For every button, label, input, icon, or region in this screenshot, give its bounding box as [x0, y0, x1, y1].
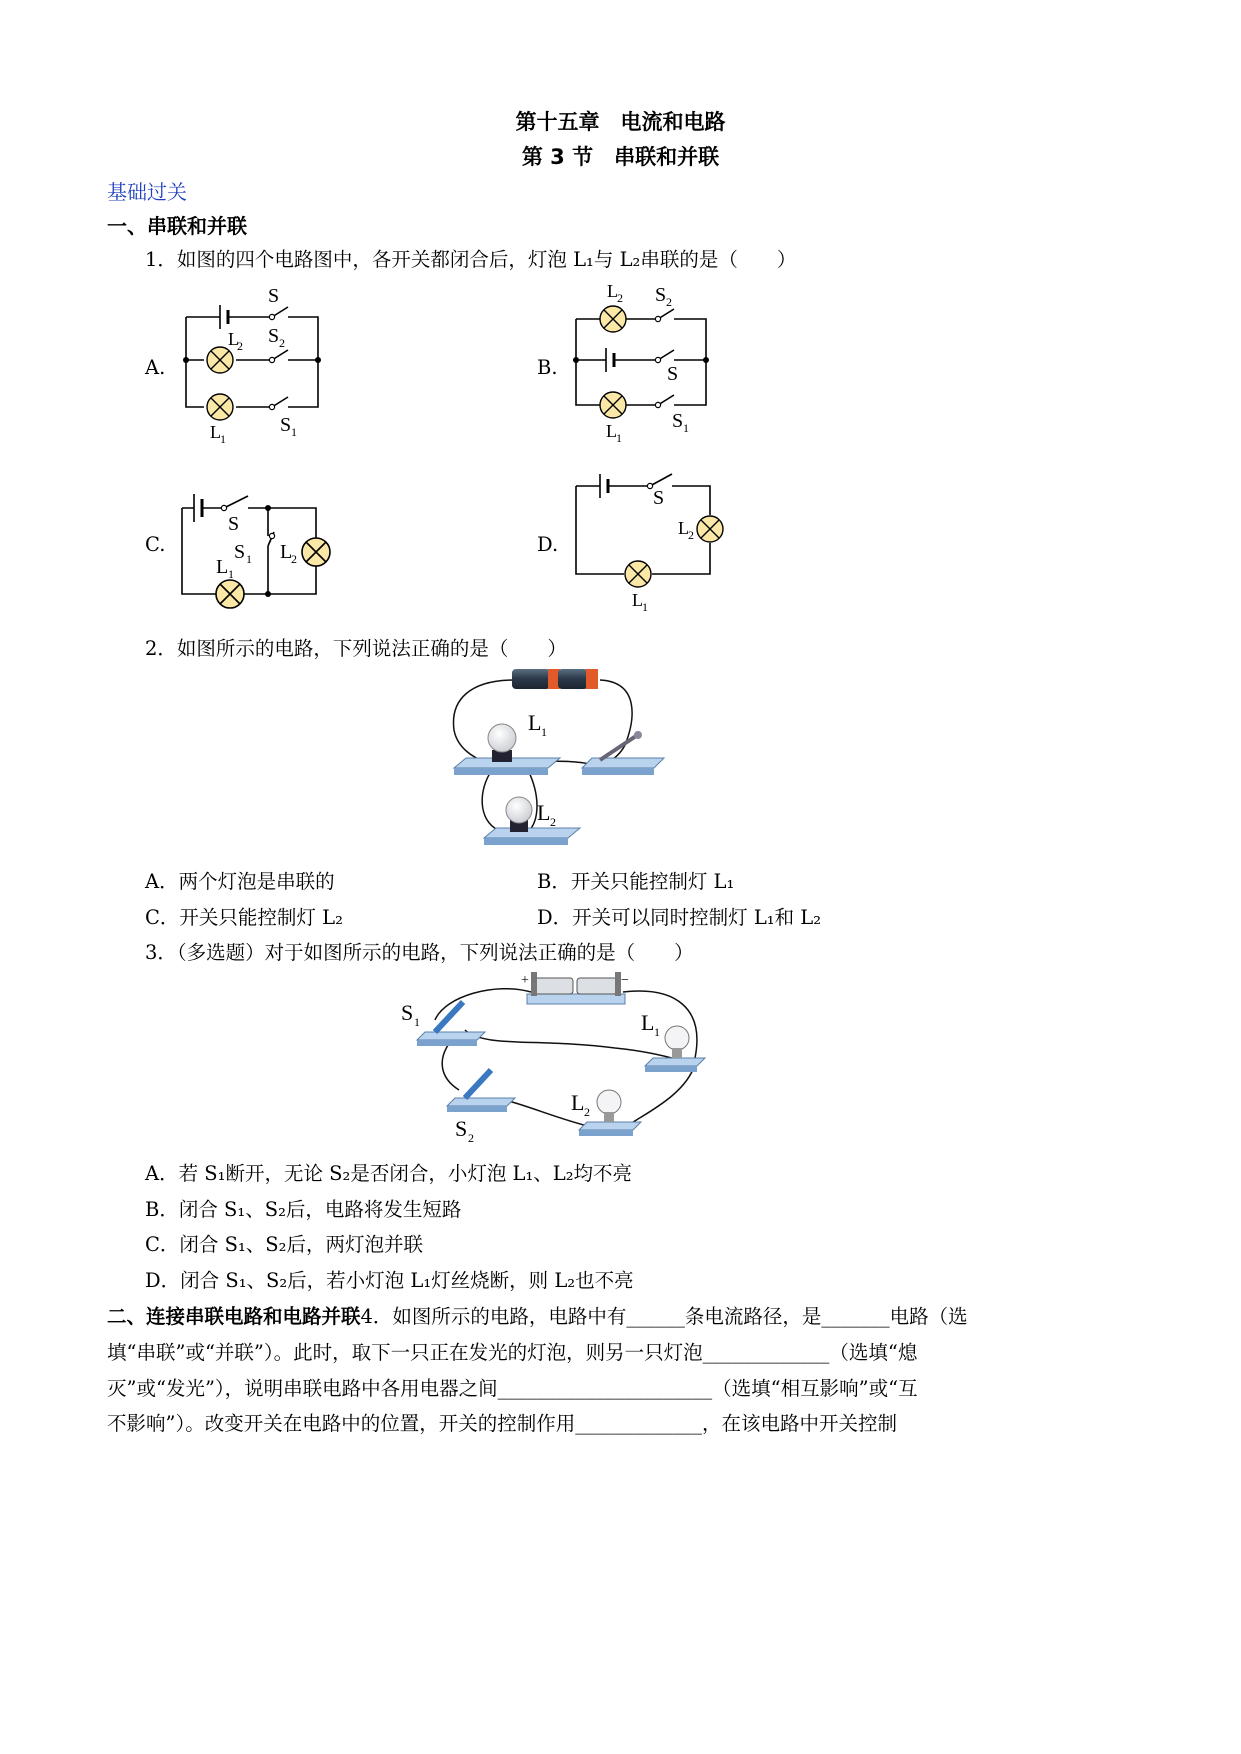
- q4-line4: 不影响”）。改变开关在电路中的位置，开关的控制作用_____________，在该电路中开关控制: [107, 1412, 897, 1435]
- svg-text:2: 2: [291, 552, 297, 566]
- svg-text:1: 1: [414, 1015, 420, 1029]
- q1-stem: 1．如图的四个电路图中，各开关都闭合后，灯泡 L₁与 L₂串联的是（ ）: [145, 248, 797, 271]
- svg-text:L: L: [280, 541, 293, 563]
- svg-text:S: S: [401, 1000, 414, 1025]
- svg-text:S: S: [234, 541, 246, 563]
- svg-text:L: L: [607, 282, 618, 301]
- q2-option-a: A．两个灯泡是串联的: [145, 870, 335, 893]
- q4-line3: 灭”或“发光”），说明串联电路中各用电器之间______________________（选填“相互影响”或“互: [107, 1377, 918, 1400]
- q1-option-c-letter: C.: [145, 533, 166, 556]
- svg-text:+: +: [521, 973, 529, 988]
- q2-physical-circuit-figure: [440, 660, 670, 860]
- q4-line2: 填“串联”或“并联”）。此时，取下一只正在发光的灯泡，则另一只灯泡_____________（选填“熄: [107, 1341, 918, 1364]
- label-s1: S: [280, 414, 292, 436]
- svg-text:S: S: [455, 1116, 468, 1141]
- circuit-diagram-d: [562, 466, 742, 616]
- svg-text:2: 2: [237, 339, 243, 353]
- svg-text:2: 2: [550, 815, 556, 829]
- svg-text:L: L: [216, 556, 229, 578]
- label-l2: L: [228, 329, 239, 349]
- circuit-diagram-c: [170, 478, 370, 623]
- svg-text:1: 1: [291, 425, 297, 439]
- q2-option-c: C．开关只能控制灯 L₂: [145, 906, 343, 929]
- svg-text:1: 1: [220, 432, 226, 446]
- q3-stem: 3．（多选题）对于如图所示的电路，下列说法正确的是（ ）: [145, 941, 694, 964]
- q3-physical-circuit-figure: [395, 968, 730, 1148]
- q3-option-d: D．闭合 S₁、S₂后，若小灯泡 L₁灯丝烧断，则 L₂也不亮: [145, 1269, 634, 1292]
- circuit-diagram-a: [170, 285, 340, 450]
- svg-text:2: 2: [666, 295, 672, 309]
- svg-text:L: L: [528, 710, 542, 735]
- q3-option-c: C．闭合 S₁、S₂后，两灯泡并联: [145, 1233, 423, 1256]
- svg-text:2: 2: [468, 1131, 474, 1145]
- label-s: S: [268, 285, 280, 307]
- q4-first-line: [107, 1301, 968, 1329]
- svg-text:2: 2: [279, 336, 285, 350]
- basic-label: 基础过关: [107, 180, 187, 204]
- svg-text:−: −: [621, 973, 629, 988]
- svg-text:1: 1: [541, 725, 547, 739]
- svg-text:L: L: [606, 421, 617, 441]
- svg-text:S: S: [653, 487, 665, 509]
- svg-text:2: 2: [688, 528, 694, 542]
- q2-option-b: B．开关只能控制灯 L₁: [537, 870, 735, 893]
- svg-text:L: L: [678, 518, 689, 538]
- svg-text:2: 2: [584, 1105, 590, 1119]
- q2-option-d: D．开关可以同时控制灯 L₁和 L₂: [537, 906, 822, 929]
- label-l1: L: [210, 422, 221, 442]
- q4-line1: 4．如图所示的电路，电路中有______条电流路径，是_______电路（选: [360, 1305, 968, 1328]
- section-title: 第 3 节 串联和并联: [521, 145, 720, 169]
- svg-text:1: 1: [246, 552, 252, 566]
- svg-text:S: S: [655, 284, 667, 306]
- chapter-title: 第十五章 电流和电路: [515, 110, 726, 134]
- svg-text:S: S: [667, 363, 679, 385]
- svg-text:2: 2: [617, 291, 623, 305]
- q3-option-a: A．若 S₁断开，无论 S₂是否闭合，小灯泡 L₁、L₂均不亮: [145, 1162, 633, 1185]
- circuit-diagram-b: [562, 282, 732, 452]
- svg-text:S: S: [228, 513, 240, 535]
- svg-text:1: 1: [228, 567, 234, 581]
- svg-text:1: 1: [642, 600, 648, 614]
- svg-text:S: S: [672, 410, 684, 432]
- svg-text:L: L: [632, 590, 643, 610]
- part2-heading: 二、连接串联电路和电路并联: [107, 1305, 361, 1328]
- svg-text:1: 1: [616, 431, 622, 445]
- svg-text:L: L: [537, 800, 551, 825]
- q1-option-d-letter: D.: [537, 533, 559, 556]
- svg-text:L: L: [571, 1090, 585, 1115]
- q2-stem: 2．如图所示的电路，下列说法正确的是（ ）: [145, 637, 567, 660]
- svg-text:L: L: [641, 1010, 655, 1035]
- q3-option-b: B．闭合 S₁、S₂后，电路将发生短路: [145, 1198, 462, 1221]
- label-s2: S: [268, 325, 280, 347]
- q1-option-b-letter: B.: [537, 356, 558, 379]
- q1-option-a-letter: A.: [145, 356, 166, 379]
- svg-text:1: 1: [683, 421, 689, 435]
- part1-heading: 一、串联和并联: [107, 214, 247, 238]
- svg-text:1: 1: [654, 1025, 660, 1039]
